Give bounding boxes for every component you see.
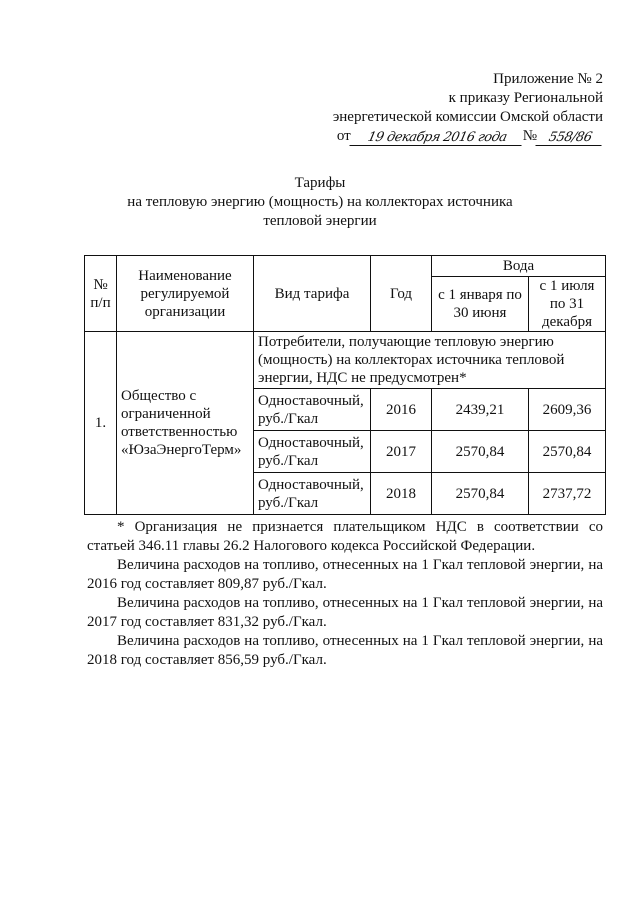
- tariff-year: 2018: [371, 473, 432, 515]
- tariff-period-1: 2439,21: [432, 389, 529, 431]
- header-tariff-type: Вид тарифа: [254, 256, 371, 332]
- footnotes: [87, 518, 603, 670]
- tariff-period-2: 2570,84: [529, 431, 606, 473]
- header-num: № п/п: [85, 256, 117, 332]
- tariff-table: [84, 255, 606, 515]
- tariff-type: Одноставочный, руб./Гкал: [254, 473, 371, 515]
- fuel-cost-2018: Величина расходов на топливо, отнесенных на 1 Гкал тепловой энергии, на 2018 год составляет 856,59 руб./Гкал.: [87, 633, 603, 668]
- tariff-year: 2016: [371, 389, 432, 431]
- tariff-period-1: 2570,84: [432, 431, 529, 473]
- tariff-period-2: 2609,36: [529, 389, 606, 431]
- fuel-cost-2017: Величина расходов на топливо, отнесенных на 1 Гкал тепловой энергии, на 2017 год составляет 831,32 руб./Гкал.: [87, 595, 603, 630]
- tariff-period-2: 2737,72: [529, 473, 606, 515]
- tariff-period-1: 2570,84: [432, 473, 529, 515]
- fuel-cost-2016: Величина расходов на топливо, отнесенных на 1 Гкал тепловой энергии, на 2016 год составляет 809,87 руб./Гкал.: [87, 557, 603, 592]
- tariff-year: 2017: [371, 431, 432, 473]
- header-period-1: с 1 января по 30 июня: [432, 277, 529, 332]
- title-line-3: тепловой энергии: [263, 213, 377, 229]
- consumers-row: Потребители, получающие тепловую энергию (мощность) на коллекторах источника тепловой энергии, НДС не предусмотрен*: [254, 332, 606, 389]
- vat-footnote: * Организация не признается плательщиком НДС в соответствии со статьей 346.11 главы 26.2 Налогового кодекса Российской Федерации.: [87, 519, 603, 554]
- header-period-2: с 1 июля по 31 декабря: [529, 277, 606, 332]
- handwritten-date: 19 декабря 2016 года: [349, 131, 524, 146]
- organization-name: Общество с ограниченной ответственностью «ЮзаЭнергоТерм»: [117, 332, 254, 515]
- commission-name: энергетической комиссии Омской области: [332, 109, 603, 125]
- header-org: Наименование регулируемой организации: [117, 256, 254, 332]
- title-line-1: Тарифы: [294, 175, 346, 191]
- order-reference: к приказу Региональной: [448, 90, 603, 106]
- header-year: Год: [371, 256, 432, 332]
- document-title: [0, 174, 640, 231]
- title-line-2: на тепловую энергию (мощность) на коллекторах источника: [127, 194, 513, 210]
- appendix-header: [333, 70, 603, 146]
- header-water: Вода: [432, 256, 606, 277]
- number-label: №: [522, 128, 537, 144]
- tariff-type: Одноставочный, руб./Гкал: [254, 431, 371, 473]
- from-label: от: [336, 128, 351, 144]
- row-number: 1.: [85, 332, 117, 515]
- tariff-type: Одноставочный, руб./Гкал: [254, 389, 371, 431]
- handwritten-order-number: 558/86: [535, 131, 604, 146]
- order-date-line: [337, 127, 603, 146]
- appendix-number: Приложение № 2: [493, 71, 603, 87]
